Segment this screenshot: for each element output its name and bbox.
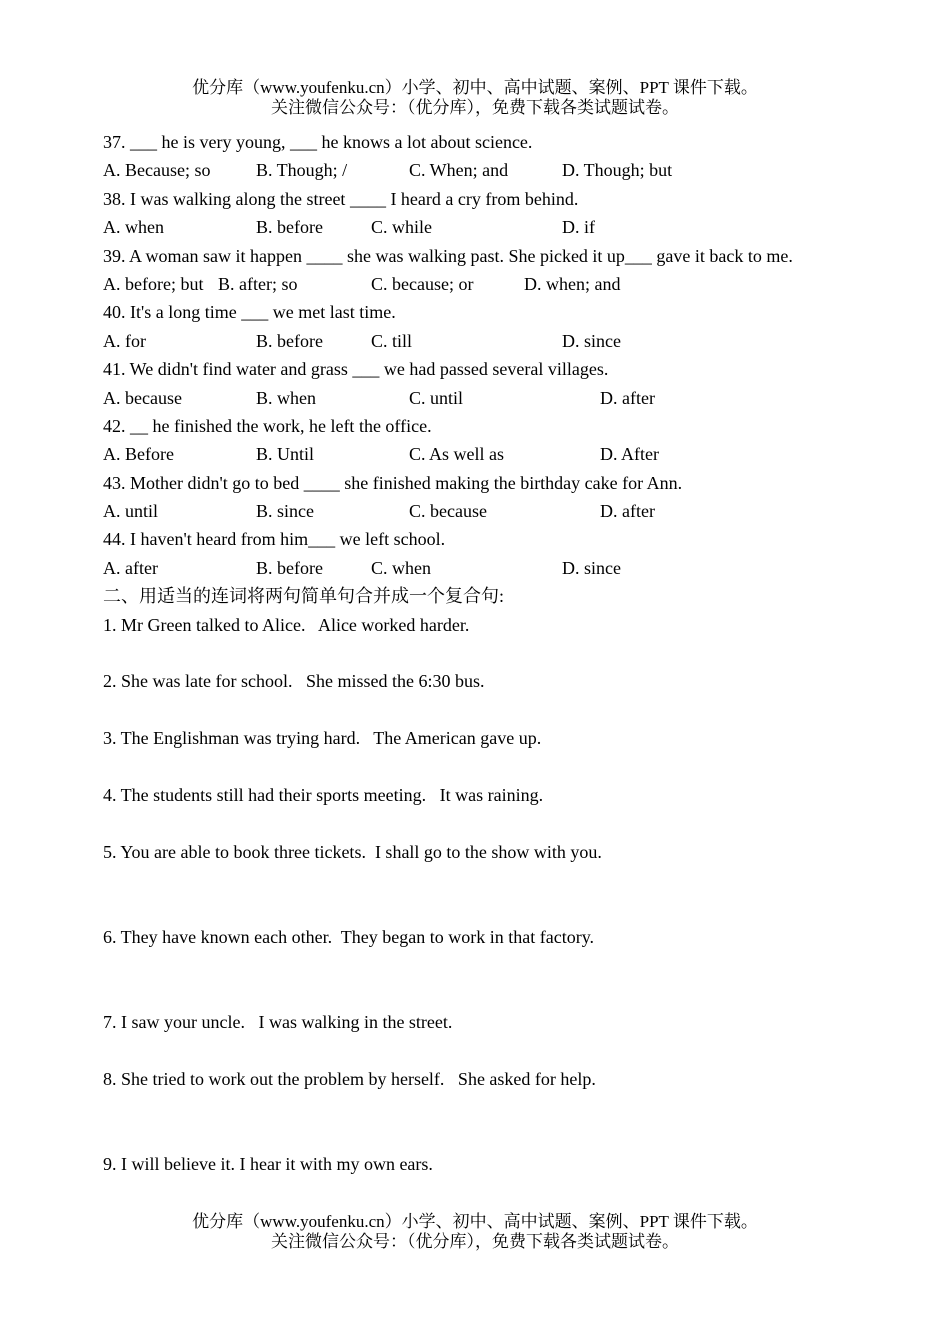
header-line-2: 关注微信公众号：（优分库），免费下载各类试题试卷。	[271, 98, 679, 117]
question-43-option-a: A. until	[103, 501, 159, 522]
question-43-option-b: B. since	[256, 501, 314, 522]
combine-item-7: 7. I saw your uncle. I was walking in the street.	[103, 1012, 453, 1033]
answer-space-7	[103, 1037, 903, 1065]
question-44-options	[103, 554, 903, 582]
question-38-stem: 38. I was walking along the street ____ I heard a cry from behind.	[103, 188, 579, 209]
question-37-option-c: C. When; and	[409, 160, 509, 181]
question-44-option-d: D. since	[562, 557, 621, 578]
question-41-stem: 41. We didn't find water and grass ___ we had passed several villages.	[103, 359, 609, 380]
question-37-option-d: D. Though; but	[562, 160, 673, 181]
question-39-options	[103, 270, 903, 298]
question-42-options	[103, 440, 903, 468]
question-40-option-b: B. before	[256, 330, 323, 351]
footer-line-1: 优分库（www.youfenku.cn）小学、初中、高中试题、案例、PPT 课件下载。	[192, 1212, 758, 1231]
question-42-stem: 42. __ he finished the work, he left the office.	[103, 415, 432, 436]
answer-space-5	[103, 866, 903, 923]
question-44-option-b: B. before	[256, 557, 323, 578]
question-39-option-d: D. when; and	[524, 273, 621, 294]
question-39-option-b: B. after; so	[218, 273, 298, 294]
question-41-option-a: A. because	[103, 387, 182, 408]
question-39-option-c: C. because; or	[371, 273, 474, 294]
combine-item-8: 8. She tried to work out the problem by herself. She asked for help.	[103, 1068, 596, 1089]
answer-space-3	[103, 753, 903, 781]
question-40-option-c: C. till	[371, 330, 413, 351]
question-40-option-a: A. for	[103, 330, 146, 351]
question-39-stem: 39. A woman saw it happen ____ she was walking past. She picked it up___ gave it back to me.	[103, 245, 793, 266]
question-42-option-a: A. Before	[103, 444, 174, 465]
question-38-option-a: A. when	[103, 217, 164, 238]
section-2-title: 二、用适当的连词将两句简单句合并成一个复合句:	[103, 586, 504, 607]
question-38-option-d: D. if	[562, 217, 595, 238]
combine-item-2: 2. She was late for school. She missed the 6:30 bus.	[103, 671, 485, 692]
question-37-option-a: A. Because; so	[103, 160, 211, 181]
question-44-stem: 44. I haven't heard from him___ we left school.	[103, 529, 446, 550]
combine-item-5: 5. You are able to book three tickets. I shall go to the show with you.	[103, 841, 602, 862]
answer-space-2	[103, 696, 903, 724]
answer-space-6	[103, 951, 903, 1008]
combine-item-3: 3. The Englishman was trying hard. The American gave up.	[103, 728, 542, 749]
question-42-option-b: B. Until	[256, 444, 315, 465]
question-43-options	[103, 497, 903, 525]
combine-item-1: 1. Mr Green talked to Alice. Alice worked harder.	[103, 614, 470, 635]
question-44-option-a: A. after	[103, 557, 158, 578]
question-37-option-b: B. Though; /	[256, 160, 348, 181]
question-40-options	[103, 327, 903, 355]
question-38-option-b: B. before	[256, 217, 323, 238]
combine-item-9: 9. I will believe it. I hear it with my own ears.	[103, 1154, 433, 1175]
question-41-options	[103, 384, 903, 412]
combine-item-4: 4. The students still had their sports meeting. It was raining.	[103, 784, 544, 805]
answer-space-8	[103, 1093, 903, 1150]
question-37-stem: 37. ___ he is very young, ___ he knows a lot about science.	[103, 132, 533, 152]
question-44-option-c: C. when	[371, 557, 431, 578]
question-43-option-c: C. because	[409, 501, 487, 522]
question-41-option-b: B. when	[256, 387, 316, 408]
question-38-option-c: C. while	[371, 217, 432, 238]
question-41-option-c: C. until	[409, 387, 464, 408]
question-38-options	[103, 213, 903, 241]
question-43-option-d: D. after	[600, 501, 655, 522]
question-40-option-d: D. since	[562, 330, 621, 351]
question-39-option-a: A. before; but	[103, 273, 204, 294]
combine-item-6: 6. They have known each other. They began to work in that factory.	[103, 926, 595, 947]
answer-space-1	[103, 639, 903, 667]
footer-line-2: 关注微信公众号：（优分库），免费下载各类试题试卷。	[271, 1232, 679, 1251]
question-41-option-d: D. after	[600, 387, 655, 408]
question-43-stem: 43. Mother didn't go to bed ____ she finished making the birthday cake for Ann.	[103, 472, 683, 493]
question-37-options	[103, 156, 903, 184]
question-42-option-d: D. After	[600, 444, 659, 465]
page-footer	[0, 1212, 950, 1252]
exercise-content	[103, 128, 903, 1179]
header-line-1: 优分库（www.youfenku.cn）小学、初中、高中试题、案例、PPT 课件下载。	[192, 78, 758, 97]
question-42-option-c: C. As well as	[409, 444, 505, 465]
page-header	[0, 78, 950, 118]
answer-space-4	[103, 809, 903, 837]
question-40-stem: 40. It's a long time ___ we met last time.	[103, 302, 396, 323]
